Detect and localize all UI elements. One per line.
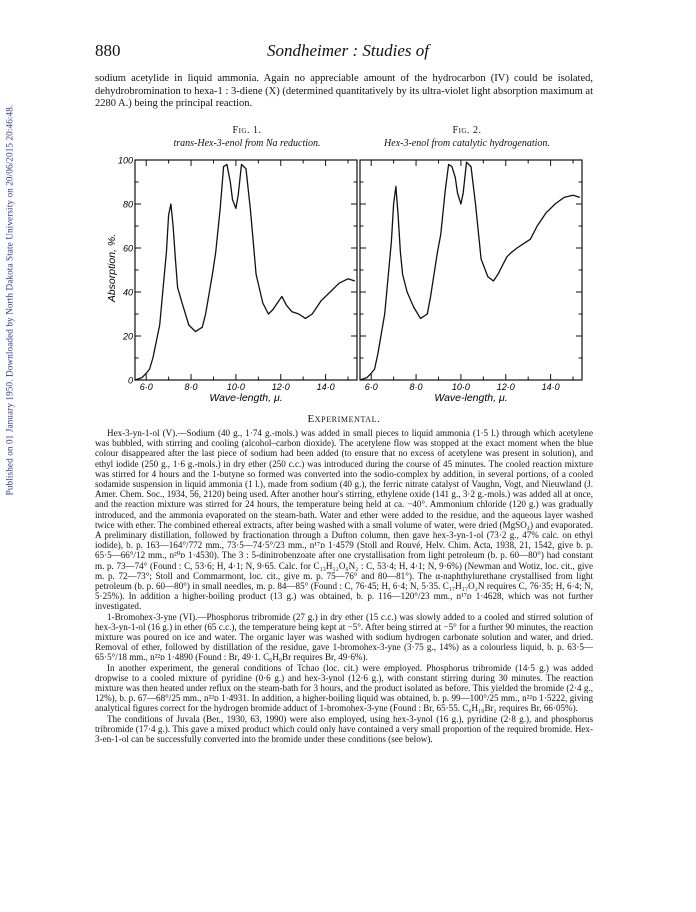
figure-2-label: Fig. 2. xyxy=(452,125,482,136)
chart-1-ytick-label: 80 xyxy=(122,199,133,210)
paragraph-bromohexyne: 1-Bromohex-3-yne (VI).—Phosphorus tribromide (27 g.) in dry ether (15 c.c.) was slowly added to a cooled and stirred solution of hex-3-yn-1-ol (16 g.) in ether (65 c.c.), the temperature being kept at −5°. After being stirred at −5° for a further 90 minutes, the reaction mixture was poured on ice and water. The organic layer was washed with sodium hydrogen carbonate solution and water, and dried. Removal of ether, followed by distillation of the residue, gave 1-bromohex-3-yne (3·75 g., 14%) as a colourless liquid, b. p. 63·5—65·5°/18 mm., n²²ᴅ 1·4890 (Found : Br, 49·1. C₆H₉Br requires Br, 49·6%). xyxy=(95,611,593,663)
intro-paragraph: sodium acetylide in liquid ammonia. Again no appreciable amount of the hydrocarbon (IV) could be isolated, dehydrobromination to hexa-1 : 3-diene (X) (determined quantitatively by its ultra-violet light absorption maximum at 2280 A.) being the principal reaction. xyxy=(95,73,593,109)
paragraph-hexynol: Hex-3-yn-1-ol (V).—Sodium (40 g., 1·74 g.-mols.) was added in small pieces to liquid ammonia (1·5 l.) through which acetylene was bubbled, with stirring and cooling (alcohol–carbon dioxide). The acetylene flow was stopped at the exact moment when the blue colour disappeared after the last piece of sodium had been added (to ensure that no excess of acetylene was present in solution), and ethyl iodide (250 g., 1·6 g.-mols.) in dry ether (250 c.c.) was introduced during the course of 45 minutes. The cooled reaction mixture was stirred for 4 hours and the 1-butyne so formed was converted into the sodio-complex by addition, in several portions, of a cooled sodamide suspension in liquid ammonia (1 l.), made from sodium (40 g.), the ferric nitrate catalyst of Vaughn, Vogt, and Nieuwland (J. Amer. Chem. Soc., 1934, 56, 2120) being used. After another hour's stirring, ethylene oxide (141 g., 3·2 g.-mols.) was added all at once, and the reaction mixture was stirred for 24 hours, the temperature being held at ca. −40°. Ammonium chloride (120 g.) was gradually introduced, and the ammonia evaporated on the steam-bath. Water and ether were added to the residue, and the aqueous layer washed twice with ether. The combined ethereal extracts, after being washed with a small volume of water, were dried (MgSO₄) and evaporated. A preliminary distillation, followed by fractionation through a Dufton column, then gave hex-3-yn-1-ol (73·2 g., 47% calc. on ethyl iodide), b. p. 163—164°/772 mm., 73·5—74·5°/23 mm., n¹⁷ᴅ 1·4579 (Stoll and Rouvé, Helv. Chim. Acta, 1938, 21, 1542, give b. p. 65·5—66°/12 mm., n²⁰ᴅ 1·4530). The 3 : 5-dinitrobenzoate after one crystallisation from light petroleum (b. p. 60—80°) had constant m. p. 73—74° (Found : C, 53·6; H, 4·1; N, 9·65. Calc. for C₁₃H₁₂O₆N₂ : C, 53·4; H, 4·1; N, 9·6%) (Newman and Wotiz, loc. cit., give m. p. 72—73°; Stoll and Commarmont, loc. cit., give m. p. 75—76° and 80—81°). The α-naphthylurethane crystallised from light petroleum (b. p. 60—80°) in small needles, m. p. 84—85° (Found : C, 76·45; H, 6·4; N, 5·35. C₁₇H₁₇O₂N requires C, 76·35; H, 6·4; N, 5·25%). In addition a higher-boiling product (13 g.) was obtained, b. p. 116—120°/23 mm., n¹⁷ᴅ 1·4628, which was not further investigated. xyxy=(95,428,593,612)
chart-2-xtick-label: 8·0 xyxy=(409,382,423,392)
page-number: 880 xyxy=(95,41,121,60)
download-watermark-text: Published on 01 January 1950. Downloaded by North Dakota State University on 20/06/2015 20:46:48. xyxy=(4,104,14,496)
figure-1-subtitle: trans-Hex-3-enol from Na reduction. xyxy=(173,138,321,149)
chart-2-xlabel: Wave-length, μ. xyxy=(434,392,508,404)
chart-1-frame xyxy=(135,160,357,380)
absorption-charts xyxy=(0,0,696,410)
body-text xyxy=(95,428,593,744)
chart-2-xtick-label: 14·0 xyxy=(541,382,560,392)
chart-1-xtick-label: 6·0 xyxy=(139,382,153,392)
chart-1-xtick-label: 12·0 xyxy=(271,382,290,392)
chart-1-xtick-label: 14·0 xyxy=(316,382,335,392)
chart-2-xtick-label: 12·0 xyxy=(496,382,515,392)
chart-1-ytick-label: 60 xyxy=(122,243,133,254)
chart-1-ylabel: Absorption, %. xyxy=(106,233,118,303)
chart-2-xtick-label: 10·0 xyxy=(451,382,470,392)
section-heading: Experimental. xyxy=(307,413,381,425)
chart-1-xlabel: Wave-length, μ. xyxy=(209,392,283,404)
figure-2-subtitle: Hex-3-enol from catalytic hydrogenation. xyxy=(384,138,550,149)
chart-1-ytick-label: 0 xyxy=(127,375,133,386)
chart-2-frame xyxy=(360,160,582,380)
chart-2-xtick-label: 6·0 xyxy=(364,382,378,392)
chart-2-series-line xyxy=(360,162,580,380)
figure-1-label: Fig. 1. xyxy=(232,125,262,136)
chart-1-ytick-label: 20 xyxy=(122,331,133,342)
chart-1-ytick-label: 100 xyxy=(117,155,133,166)
running-title: Sondheimer : Studies of xyxy=(267,41,429,60)
chart-1-xtick-label: 8·0 xyxy=(184,382,198,392)
chart-1-xtick-label: 10·0 xyxy=(226,382,245,392)
paragraph-tchao-method: In another experiment, the general conditions of Tchao (loc. cit.) were employed. Phosphorus tribromide (14·5 g.) was added dropwise to a cooled mixture of pyridine (0·6 g.) and hex-3-ynol (12·6 g.), with constant stirring during 30 minutes. The reaction mixture was then heated under reflux on the steam-bath for 3 hours, and the product isolated as before. This yielded the bromide (2·4 g., 12%), b. p. 67—68°/25 mm., n²²ᴅ 1·4931. In addition, a higher-boiling liquid was obtained, b. p. 99—100°/25 mm., n²²ᴅ 1·5222, giving analytical figures correct for the hydrogen bromide adduct of 1-bromohex-3-yne (Found : Br, 65·55. C₆H₁₀Br₂ requires Br, 66·05%). xyxy=(95,662,593,714)
chart-1-ytick-label: 40 xyxy=(122,287,133,298)
paragraph-juvala-method: The conditions of Juvala (Ber., 1930, 63, 1990) were also employed, using hex-3-ynol (16 g.), pyridine (2·8 g.), and phosphorus tribromide (17·4 g.). This gave a mixed product which could only have contained a very small proportion of the required bromide. Hex-3-en-1-ol can be successfully converted into the bromide under these conditions (see below). xyxy=(95,713,593,745)
chart-1-series-line xyxy=(135,164,355,380)
